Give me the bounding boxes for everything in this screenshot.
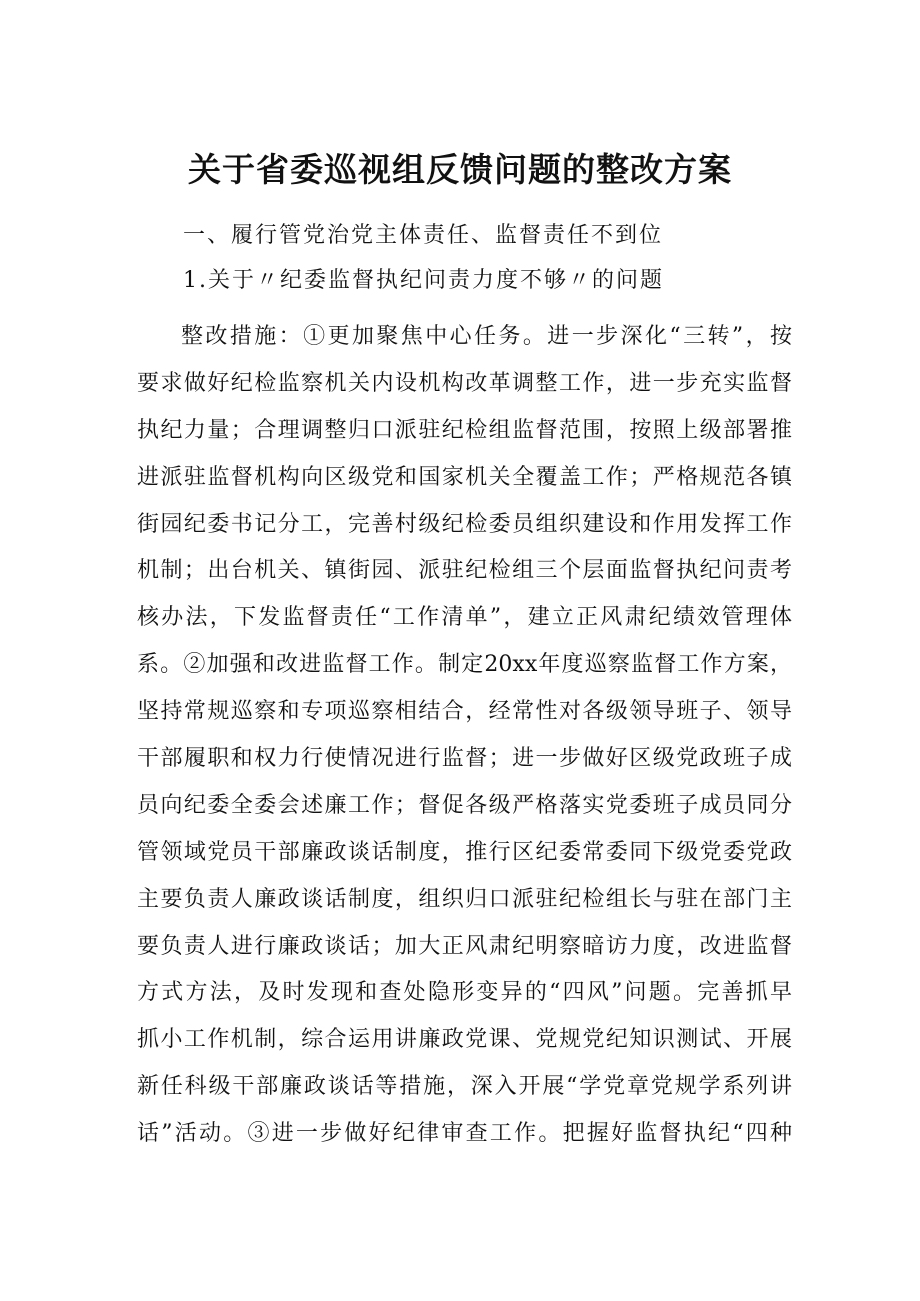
paragraph-line: 核办法，下发监督责任“工作清单”，建立正风肃纪绩效管理体 <box>137 605 792 631</box>
paragraph-line: 执纪力量；合理调整归口派驻纪检组监督范围，按照上级部署推 <box>137 417 792 443</box>
paragraph-line: 管领域党员干部廉政谈话制度，推行区纪委常委同下级党委党政 <box>137 839 792 865</box>
body-paragraph <box>137 314 792 1158</box>
paragraph-line: 整改措施：①更加聚焦中心任务。进一步深化“三转”，按 <box>181 324 792 349</box>
subsection-heading: 1.关于〃纪委监督执纪问责力度不够〃的问题 <box>183 268 664 293</box>
paragraph-line: 坚持常规巡察和专项巡察相结合，经常性对各级领导班子、领导 <box>137 699 792 725</box>
document-title: 关于省委巡视组反馈问题的整改方案 <box>188 150 732 189</box>
paragraph-line: 进派驻监督机构向区级党和国家机关全覆盖工作；严格规范各镇 <box>137 464 792 490</box>
section-heading: 一、履行管党治党主体责任、监督责任不到位 <box>183 223 664 248</box>
paragraph-line: 新任科级干部廉政谈话等措施，深入开展“学党章党规学系列讲 <box>137 1074 792 1100</box>
paragraph-line: 抓小工作机制，综合运用讲廉政党课、党规党纪知识测试、开展 <box>137 1027 792 1053</box>
paragraph-line: 主要负责人廉政谈话制度，组织归口派驻纪检组长与驻在部门主 <box>137 886 792 912</box>
paragraph-line: 干部履职和权力行使情况进行监督；进一步做好区级党政班子成 <box>137 746 792 772</box>
paragraph-line: 员向纪委全委会述廉工作；督促各级严格落实党委班子成员同分 <box>137 792 792 818</box>
paragraph-line: 要负责人进行廉政谈话；加大正风肃纪明察暗访力度，改进监督 <box>137 933 792 959</box>
paragraph-line: 要求做好纪检监察机关内设机构改革调整工作，进一步充实监督 <box>137 370 792 396</box>
paragraph-line: 街园纪委书记分工，完善村级纪检委员组织建设和作用发挥工作 <box>137 511 792 537</box>
paragraph-line: 话”活动。③进一步做好纪律审查工作。把握好监督执纪“四种 <box>137 1121 792 1147</box>
paragraph-line: 系。②加强和改进监督工作。制定20xx年度巡察监督工作方案， <box>137 652 792 678</box>
paragraph-line: 机制；出台机关、镇街园、派驻纪检组三个层面监督执纪问责考 <box>137 558 792 584</box>
paragraph-line: 方式方法，及时发现和查处隐形变异的“四风”问题。完善抓早 <box>137 980 792 1006</box>
